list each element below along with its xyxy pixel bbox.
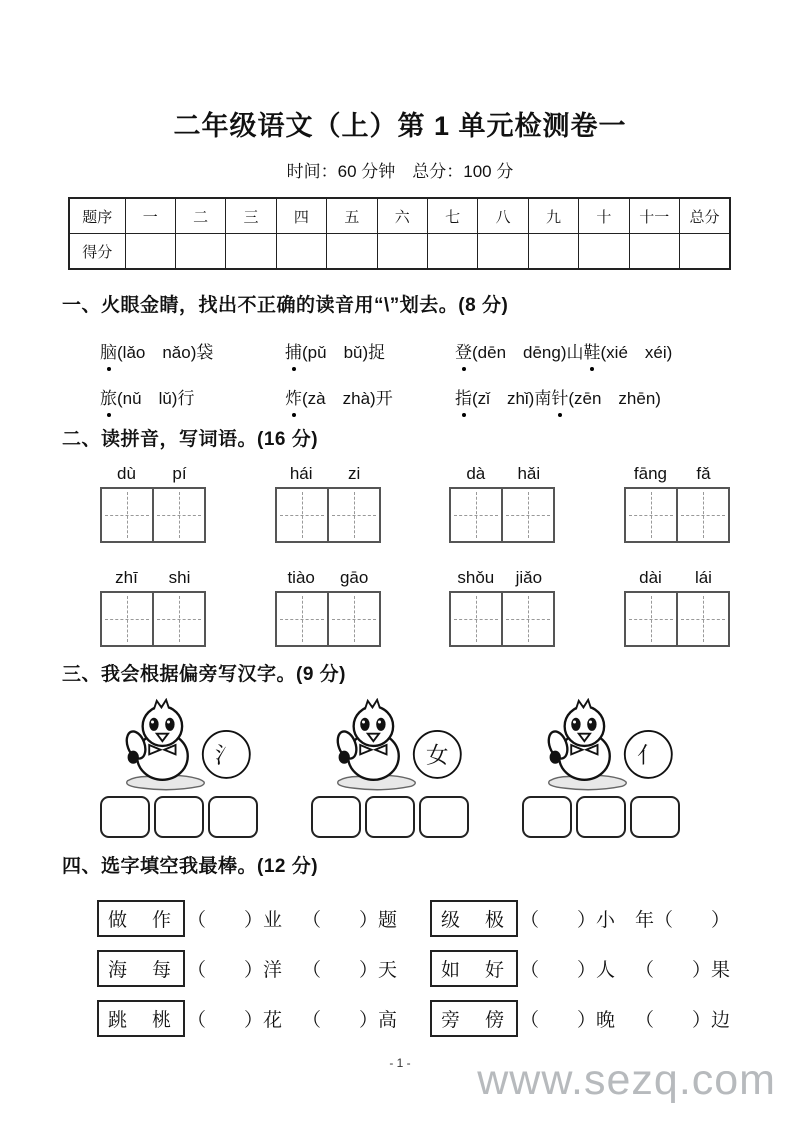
answer-box xyxy=(311,796,361,838)
section1-row-2 xyxy=(100,386,745,412)
pinyin-label: shǒu jiǎo xyxy=(457,568,543,587)
score-empty-cell xyxy=(276,234,326,270)
choice-fill-group xyxy=(97,1000,430,1037)
answer-box xyxy=(576,796,626,838)
grid-cell xyxy=(277,593,327,645)
writing-grid xyxy=(275,591,381,647)
phrase-item xyxy=(285,386,455,412)
score-empty-cell xyxy=(125,234,175,270)
choice-fill-group xyxy=(97,950,430,987)
dotted-char: 脑 xyxy=(100,340,117,366)
pinyin-label: dù pí xyxy=(117,464,187,483)
page-number: - 1 - xyxy=(389,1056,411,1070)
answer-box xyxy=(630,796,680,838)
score-empty-cell xyxy=(579,234,629,270)
dotted-char: 指 xyxy=(455,386,472,412)
choice-fill-group xyxy=(430,900,745,937)
score-table-cell: 九 xyxy=(528,198,578,234)
score-empty-cell xyxy=(629,234,679,270)
writing-grid xyxy=(100,487,206,543)
score-table-cell: 三 xyxy=(226,198,276,234)
grid-cell xyxy=(451,593,501,645)
trailing-char: 袋 xyxy=(196,343,214,362)
character-pair-box: 海 每 xyxy=(97,950,185,987)
trailing-char: 捉 xyxy=(368,343,386,362)
score-table-cell: 二 xyxy=(175,198,225,234)
grid-cell xyxy=(152,489,204,541)
section1-heading: 一、火眼金睛，找出不正确的读音用“\”划去。(8 分) xyxy=(62,295,509,316)
pinyin-label: dà hǎi xyxy=(466,464,541,483)
dotted-char: 炸 xyxy=(285,386,302,412)
pinyin-label: fāng fǎ xyxy=(633,464,711,483)
answer-box xyxy=(154,796,204,838)
grid-cell xyxy=(626,489,676,541)
phrase-item xyxy=(285,340,455,366)
chick-with-radical-icon xyxy=(104,698,264,792)
grid-cell xyxy=(102,593,152,645)
score-table-cell: 四 xyxy=(276,198,326,234)
answer-box-row xyxy=(311,796,479,838)
chick-with-radical-icon xyxy=(315,698,475,792)
answer-box-row xyxy=(100,796,268,838)
phrase-item xyxy=(100,340,285,366)
score-table-cell: 一 xyxy=(125,198,175,234)
chick-with-radical-icon xyxy=(526,698,686,792)
dotted-char: 鞋 xyxy=(584,340,601,366)
section2-row-1 xyxy=(100,464,730,543)
pinyin-label: tiào gāo xyxy=(287,568,369,587)
score-empty-cell xyxy=(175,234,225,270)
grid-cell xyxy=(451,489,501,541)
fill-blank: 年（ ） xyxy=(635,910,731,931)
score-label-cell: 得分 xyxy=(69,234,125,270)
grid-cell xyxy=(327,593,379,645)
writing-grid xyxy=(449,591,555,647)
answer-box xyxy=(365,796,415,838)
pinyin-options: (lǎo nǎo) xyxy=(117,343,197,362)
fill-blank: （ ）边 xyxy=(635,1010,731,1031)
dotted-char: 针 xyxy=(551,386,568,412)
section1-row-1 xyxy=(100,340,745,366)
section3-heading: 三、我会根据偏旁写汉字。(9 分) xyxy=(62,664,347,685)
answer-box xyxy=(208,796,258,838)
score-table-score-row xyxy=(69,234,730,270)
radical-group xyxy=(311,698,479,838)
pinyin-writing-group xyxy=(449,568,555,647)
score-table-cell: 六 xyxy=(377,198,427,234)
answer-box-row xyxy=(522,796,690,838)
score-table-cell: 十一 xyxy=(629,198,679,234)
grid-cell xyxy=(501,593,553,645)
score-table-cell: 七 xyxy=(427,198,477,234)
score-empty-cell xyxy=(679,234,730,270)
score-empty-cell xyxy=(427,234,477,270)
score-table-cell: 五 xyxy=(327,198,377,234)
section4-row-1 xyxy=(97,900,745,937)
score-empty-cell xyxy=(327,234,377,270)
pinyin-options: (zēn zhēn) xyxy=(568,389,661,408)
phrase-item xyxy=(455,340,745,366)
choice-fill-group xyxy=(430,950,745,987)
score-empty-cell xyxy=(226,234,276,270)
section4-heading: 四、选字填空我最棒。(12 分) xyxy=(62,856,319,877)
trailing-char: 行 xyxy=(177,389,195,408)
score-table-header-row xyxy=(69,198,730,234)
pinyin-options: (nǔ lǔ) xyxy=(117,389,178,408)
trailing-char: 开 xyxy=(375,389,393,408)
character-pair-box: 旁 傍 xyxy=(430,1000,518,1037)
phrase-item xyxy=(455,386,745,412)
grid-cell xyxy=(676,489,728,541)
pinyin-writing-group xyxy=(624,464,730,543)
pinyin-label: dài lái xyxy=(639,568,712,587)
grid-cell xyxy=(152,593,204,645)
score-table-cell: 总分 xyxy=(679,198,730,234)
writing-grid xyxy=(624,487,730,543)
section3-groups xyxy=(100,698,690,838)
score-table xyxy=(68,197,731,270)
pinyin-label: zhī shi xyxy=(115,568,191,587)
choice-fill-group xyxy=(97,900,430,937)
fill-blank: （ ）天 xyxy=(302,960,398,981)
pinyin-writing-group xyxy=(449,464,555,543)
pinyin-writing-group xyxy=(100,464,206,543)
pinyin-options: (zà zhà) xyxy=(302,389,376,408)
watermark: www.sezq.com xyxy=(477,1056,776,1104)
character-pair-box: 级 极 xyxy=(430,900,518,937)
pinyin-writing-group xyxy=(275,568,381,647)
grid-cell xyxy=(277,489,327,541)
writing-grid xyxy=(100,591,206,647)
time-score-meta: 时间：60 分钟 总分：100 分 xyxy=(286,162,514,181)
fill-blank: （ ）晚 xyxy=(520,1010,616,1031)
grid-cell xyxy=(676,593,728,645)
score-empty-cell xyxy=(478,234,528,270)
fill-blank: （ ）花 xyxy=(187,1010,283,1031)
score-table-cell: 十 xyxy=(579,198,629,234)
section2-heading: 二、读拼音，写词语。(16 分) xyxy=(62,429,319,450)
radical-group xyxy=(100,698,268,838)
character-pair-box: 跳 桃 xyxy=(97,1000,185,1037)
pinyin-options: (xié xéi) xyxy=(600,343,673,362)
grid-cell xyxy=(626,593,676,645)
pinyin-label: hái zi xyxy=(289,464,361,483)
radical-text: 亻 xyxy=(637,742,660,768)
score-table-cell: 题序 xyxy=(69,198,125,234)
radical-text: 氵 xyxy=(215,742,238,768)
pinyin-writing-group xyxy=(275,464,381,543)
score-empty-cell xyxy=(377,234,427,270)
page-title: 二年级语文（上）第 1 单元检测卷一 xyxy=(173,111,627,141)
section4-row-2 xyxy=(97,950,745,987)
choice-fill-group xyxy=(430,1000,745,1037)
score-empty-cell xyxy=(528,234,578,270)
writing-grid xyxy=(275,487,381,543)
pinyin-writing-group xyxy=(624,568,730,647)
fill-blank: （ ）业 xyxy=(187,910,283,931)
dotted-char: 捕 xyxy=(285,340,302,366)
trailing-char: 南 xyxy=(534,389,552,408)
answer-box xyxy=(419,796,469,838)
fill-blank: （ ）高 xyxy=(302,1010,398,1031)
fill-blank: （ ）题 xyxy=(302,910,398,931)
fill-blank: （ ）人 xyxy=(520,960,616,981)
fill-blank: （ ）洋 xyxy=(187,960,283,981)
pinyin-writing-group xyxy=(100,568,206,647)
radical-text: 女 xyxy=(426,742,449,768)
section4-row-3 xyxy=(97,1000,745,1037)
dotted-char: 登 xyxy=(455,340,472,366)
grid-cell xyxy=(501,489,553,541)
trailing-char: 山 xyxy=(566,343,584,362)
character-pair-box: 做 作 xyxy=(97,900,185,937)
score-table-cell: 八 xyxy=(478,198,528,234)
radical-group xyxy=(522,698,690,838)
fill-blank: （ ）小 xyxy=(520,910,616,931)
grid-cell xyxy=(102,489,152,541)
phrase-item xyxy=(100,386,285,412)
grid-cell xyxy=(327,489,379,541)
answer-box xyxy=(522,796,572,838)
pinyin-options: (zǐ zhǐ) xyxy=(472,389,535,408)
writing-grid xyxy=(624,591,730,647)
dotted-char: 旅 xyxy=(100,386,117,412)
pinyin-options: (dēn dēng) xyxy=(472,343,567,362)
answer-box xyxy=(100,796,150,838)
writing-grid xyxy=(449,487,555,543)
fill-blank: （ ）果 xyxy=(635,960,731,981)
character-pair-box: 如 好 xyxy=(430,950,518,987)
pinyin-options: (pǔ bǔ) xyxy=(302,343,369,362)
section2-row-2 xyxy=(100,568,730,647)
